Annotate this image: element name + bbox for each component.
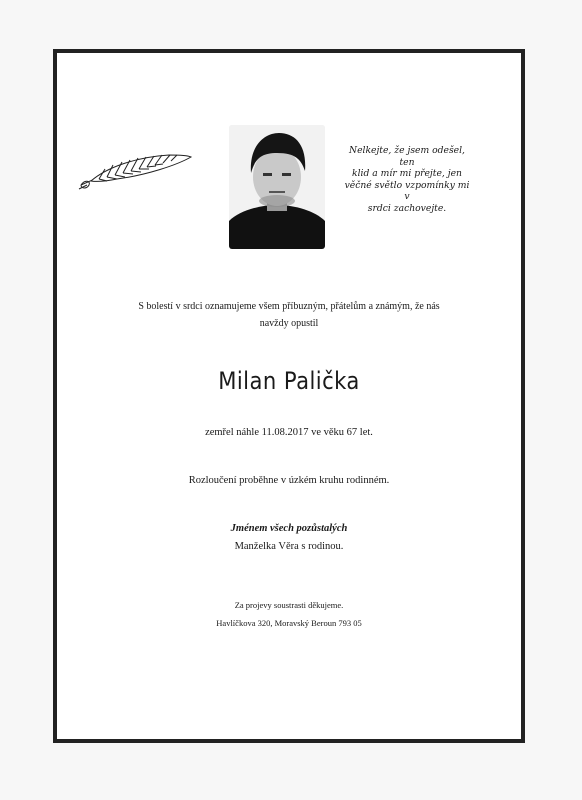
announcement-text: S bolestí v srdci oznamujeme všem příbuzným, přátelům a známým, že nás navždy opustil xyxy=(138,301,440,329)
address-text: Havlíčkova 320, Moravský Beroun 793 05 xyxy=(216,618,362,628)
memorial-poem: Nelkejte, že jsem odešel, ten klid a mír mi přejte, jen věčné světlo vzpomínky mi v srdci zachovejte. xyxy=(344,145,470,214)
feather-icon xyxy=(77,151,195,193)
on-behalf-title: Jménem všech pozůstalých xyxy=(230,523,348,534)
obituary-card xyxy=(53,49,525,743)
thanks-text: Za projevy soustrasti děkujeme. xyxy=(234,600,344,610)
death-notice: zemřel náhle 11.08.2017 ve věku 67 let. xyxy=(205,427,373,438)
farewell-notice: Rozloučení proběhne v úzkém kruhu rodinném. xyxy=(188,475,390,486)
portrait-photo xyxy=(229,125,325,249)
deceased-name: Milan Palička xyxy=(218,367,360,395)
on-behalf-names: Manželka Věra s rodinou. xyxy=(234,541,344,552)
